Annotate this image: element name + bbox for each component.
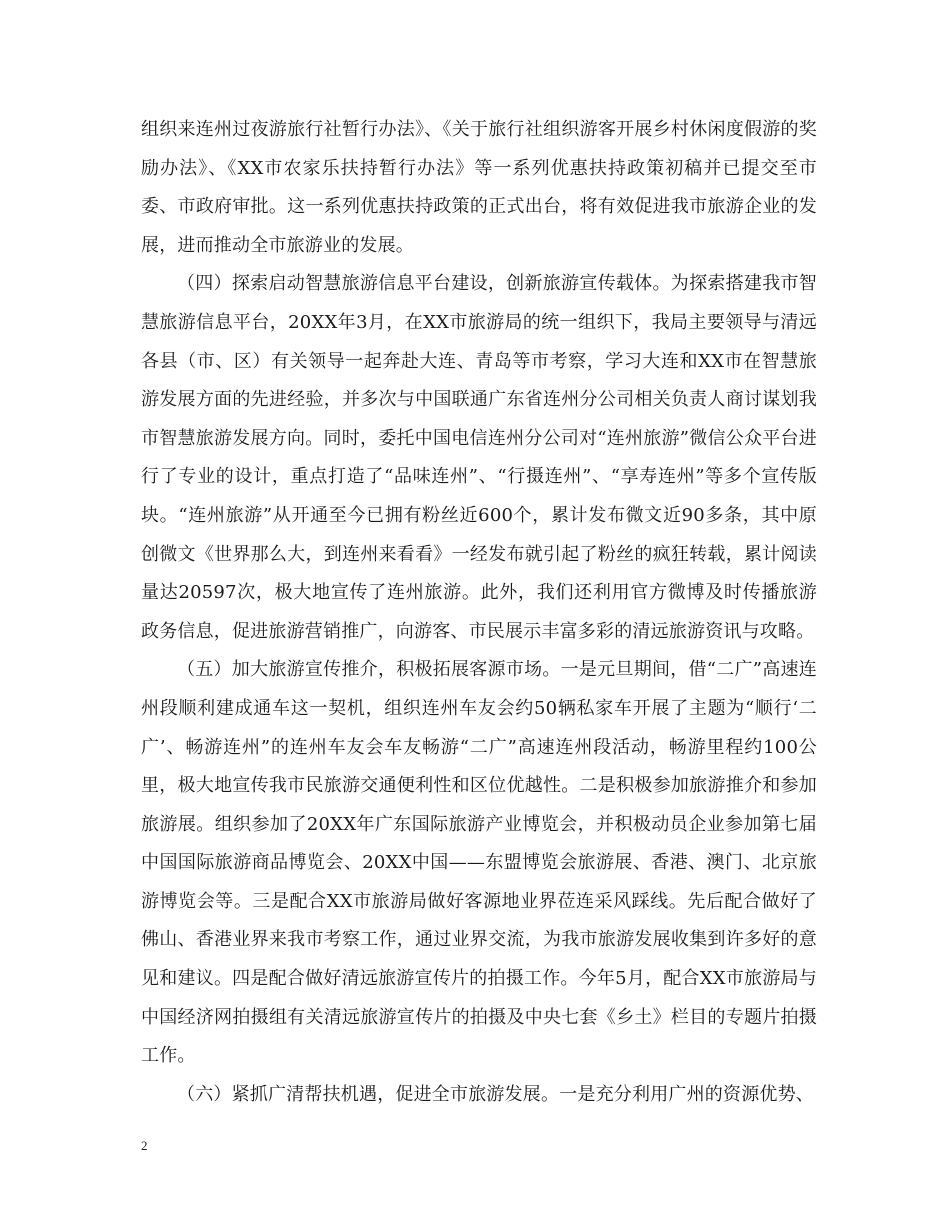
paragraph-tourism-promotion: （五）加大旅游宣传推介，积极拓展客源市场。一是元旦期间，借“二广”高速连州段顺利建成通车这一契机，组织连州车友会约50辆私家车开展了主题为“顺行‘二广’、畅游连州”的连州车友会车友畅游“二广”高速连州段活动，畅游里程约100公里，极大地宣传我市民旅游交通便利性和区位优越性。二是积极参加旅游推介和参加旅游展。组织参加了20XX年广东国际旅游产业博览会，并积极动员企业参加第七届中国国际旅游商品博览会、20XX中国——东盟博览会旅游展、香港、澳门、北京旅游博览会等。三是配合XX市旅游局做好客源地业界莅连采风踩线。先后配合做好了佛山、香港业界来我市考察工作，通过业界交流，为我市旅游发展收集到许多好的意见和建议。四是配合做好清远旅游宣传片的拍摄工作。今年5月，配合XX市旅游局与中国经济网拍摄组有关清远旅游宣传片的拍摄及中央七套《乡土》栏目的专题片拍摄工作。	[141, 659, 817, 1067]
document-body	[141, 111, 817, 1114]
page-number: 2	[141, 1138, 148, 1153]
paragraph-policy-continuation: 组织来连州过夜游旅行社暂行办法》、《关于旅行社组织游客开展乡村休闲度假游的奖励办法》、《XX市农家乐扶持暂行办法》等一系列优惠扶持政策初稿并已提交至市委、市政府审批。这一系列优惠扶持政策的正式出台，将有效促进我市旅游企业的发展，进而推动全市旅游业的发展。	[141, 119, 817, 256]
paragraph-guangqing-support: （六）紧抓广清帮扶机遇，促进全市旅游发展。一是充分利用广州的资源优势、	[177, 1083, 814, 1105]
paragraph-smart-tourism: （四）探索启动智慧旅游信息平台建设，创新旅游宣传载体。为探索搭建我市智慧旅游信息平台，20XX年3月，在XX市旅游局的统一组织下，我局主要领导与清远各县（市、区）有关领导一起奔赴大连、青岛等市考察，学习大连和XX市在智慧旅游发展方面的先进经验，并多次与中国联通广东省连州分公司相关负责人商讨谋划我市智慧旅游发展方向。同时，委托中国电信连州分公司对“连州旅游”微信公众平台进行了专业的设计，重点打造了“品味连州”、“行摄连州”、“享寿连州”等多个宣传版块。“连州旅游”从开通至今已拥有粉丝近600个，累计发布微文近90多条，其中原创微文《世界那么大，到连州来看看》一经发布就引起了粉丝的疯狂转载，累计阅读量达20597次，极大地宣传了连州旅游。此外，我们还利用官方微博及时传播旅游政务信息，促进旅游营销推广，向游客、市民展示丰富多彩的清远旅游资讯与攻略。	[141, 273, 817, 642]
